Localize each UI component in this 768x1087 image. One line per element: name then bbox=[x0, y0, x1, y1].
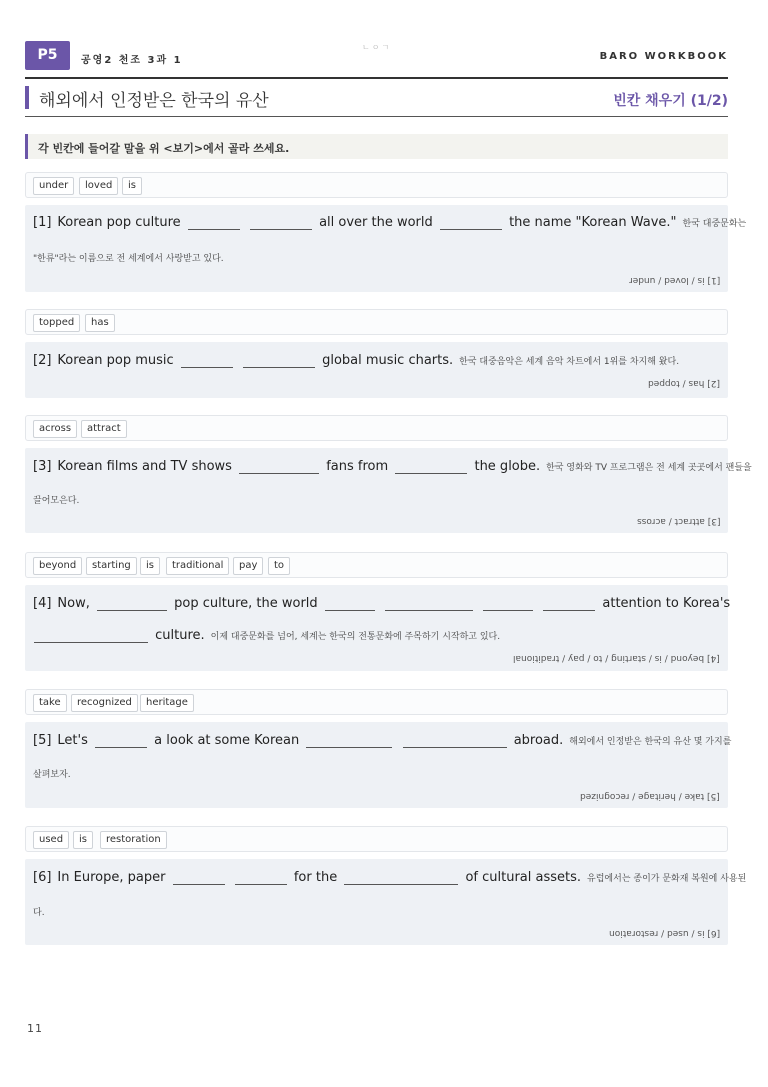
korean-translation: 한국 영화와 TV 프로그램은 전 세계 곳곳에서 팬들을 bbox=[546, 463, 752, 473]
question-number: [6] bbox=[33, 870, 52, 885]
word-chip: used bbox=[33, 831, 69, 849]
word-bank bbox=[25, 415, 728, 441]
answer-blank[interactable] bbox=[440, 215, 502, 230]
inverted-answer: [3] attract / across bbox=[636, 516, 720, 526]
question-line bbox=[33, 353, 679, 368]
question-number: [2] bbox=[33, 353, 52, 368]
word-chip: traditional bbox=[166, 557, 229, 575]
word-chip: has bbox=[85, 314, 115, 332]
page-number: 11 bbox=[27, 1022, 43, 1035]
word-chip: is bbox=[73, 831, 93, 849]
answer-blank[interactable] bbox=[95, 733, 147, 748]
question-text: pop culture, the world bbox=[174, 596, 318, 611]
word-chip: take bbox=[33, 694, 67, 712]
section-label: 빈칸 채우기 (1/2) bbox=[613, 93, 728, 109]
question-box bbox=[25, 859, 747, 945]
question-text: all over the world bbox=[319, 215, 433, 230]
answer-blank[interactable] bbox=[403, 733, 507, 748]
question-line bbox=[33, 459, 752, 474]
korean-translation: 한국 대중문화는 bbox=[682, 219, 747, 229]
answer-blank[interactable] bbox=[243, 353, 315, 368]
word-bank bbox=[25, 172, 728, 198]
word-chip: starting bbox=[86, 557, 137, 575]
korean-translation: 살펴보자. bbox=[33, 770, 71, 780]
word-chip: pay bbox=[233, 557, 263, 575]
question-box bbox=[25, 722, 732, 808]
question-text: attention to Korea's bbox=[602, 596, 731, 611]
word-chip: beyond bbox=[33, 557, 82, 575]
question-text: Korean films and TV shows bbox=[57, 459, 232, 474]
question-text: Now, bbox=[57, 596, 90, 611]
answer-blank[interactable] bbox=[306, 733, 392, 748]
inverted-answer: [2] has / topped bbox=[648, 378, 720, 388]
answer-blank[interactable] bbox=[235, 870, 287, 885]
inverted-answer: [1] is / loved / under bbox=[628, 275, 720, 285]
word-bank bbox=[25, 552, 728, 578]
question-text: Korean pop culture bbox=[57, 215, 181, 230]
word-chip: is bbox=[140, 557, 160, 575]
question-text: Let's bbox=[57, 733, 88, 748]
answer-blank[interactable] bbox=[34, 628, 148, 643]
question-number: [4] bbox=[33, 596, 52, 611]
question-text: a look at some Korean bbox=[154, 733, 300, 748]
page-badge: P5 bbox=[25, 41, 70, 70]
word-chip: under bbox=[33, 177, 74, 195]
word-chip: to bbox=[268, 557, 290, 575]
korean-translation: 다. bbox=[33, 908, 45, 918]
question-box bbox=[25, 585, 731, 671]
word-bank bbox=[25, 826, 728, 852]
question-text: of cultural assets. bbox=[465, 870, 582, 885]
question-box bbox=[25, 448, 752, 533]
korean-translation: 해외에서 인정받은 한국의 유산 몇 가지를 bbox=[569, 737, 732, 747]
answer-blank[interactable] bbox=[97, 596, 167, 611]
inverted-answer: [5] take / heritage / recognized bbox=[580, 791, 720, 801]
word-bank bbox=[25, 309, 728, 335]
question-number: [1] bbox=[33, 215, 52, 230]
question-text: abroad. bbox=[513, 733, 564, 748]
question-line bbox=[33, 596, 730, 611]
answer-blank[interactable] bbox=[385, 596, 473, 611]
question-text: the name "Korean Wave." bbox=[509, 215, 677, 230]
answer-blank[interactable] bbox=[325, 596, 375, 611]
korean-translation: 한국 대중음악은 세계 음악 차트에서 1위를 차지해 왔다. bbox=[459, 357, 680, 367]
answer-blank[interactable] bbox=[239, 459, 319, 474]
question-text: global music charts. bbox=[322, 353, 454, 368]
word-chip: heritage bbox=[140, 694, 194, 712]
word-chip: loved bbox=[79, 177, 118, 195]
question-line bbox=[33, 215, 746, 230]
instruction-box bbox=[25, 134, 728, 159]
faint-mark: ㄴㅇㄱ bbox=[362, 43, 392, 52]
answer-blank[interactable] bbox=[395, 459, 467, 474]
title-accent-bar bbox=[25, 86, 29, 109]
word-chip: across bbox=[33, 420, 77, 438]
question-text: culture. bbox=[155, 628, 205, 643]
answer-blank[interactable] bbox=[250, 215, 312, 230]
title-row bbox=[25, 84, 728, 117]
instruction-text: 각 빈칸에 들어갈 말을 위 <보기>에서 골라 쓰세요. bbox=[38, 142, 290, 155]
question-box bbox=[25, 342, 728, 398]
question-number: [5] bbox=[33, 733, 52, 748]
question-box bbox=[25, 205, 747, 292]
word-chip: attract bbox=[81, 420, 127, 438]
question-line bbox=[33, 733, 731, 748]
brand-name: BARO WORKBOOK bbox=[599, 51, 728, 62]
answer-blank[interactable] bbox=[188, 215, 240, 230]
answer-blank[interactable] bbox=[483, 596, 533, 611]
answer-blank[interactable] bbox=[181, 353, 233, 368]
answer-blank[interactable] bbox=[173, 870, 225, 885]
korean-translation: "한류"라는 이름으로 전 세계에서 사랑받고 있다. bbox=[33, 254, 224, 264]
word-chip: restoration bbox=[100, 831, 167, 849]
word-chip: recognized bbox=[71, 694, 138, 712]
answer-blank[interactable] bbox=[543, 596, 595, 611]
word-chip: topped bbox=[33, 314, 80, 332]
inverted-answer: [4] beyond / is / starting / to / pay / traditional bbox=[513, 653, 720, 663]
question-text: Korean pop music bbox=[57, 353, 174, 368]
question-text: In Europe, paper bbox=[57, 870, 166, 885]
page-title: 해외에서 인정받은 한국의 유산 bbox=[39, 91, 269, 111]
question-line bbox=[31, 628, 500, 643]
answer-blank[interactable] bbox=[344, 870, 458, 885]
question-text: for the bbox=[293, 870, 338, 885]
question-number: [3] bbox=[33, 459, 52, 474]
inverted-answer: [6] is / used / restoration bbox=[608, 928, 720, 938]
korean-translation: 이제 대중문화를 넘어, 세계는 한국의 전통문화에 주목하기 시작하고 있다. bbox=[210, 632, 501, 642]
korean-translation: 유럽에서는 종이가 문화재 복원에 사용된 bbox=[587, 874, 747, 884]
korean-translation: 끌어모은다. bbox=[33, 496, 80, 506]
question-text: fans from bbox=[326, 459, 389, 474]
word-chip: is bbox=[122, 177, 142, 195]
word-bank bbox=[25, 689, 728, 715]
lesson-subtitle: 공영2 천조 3과 1 bbox=[81, 55, 183, 66]
question-line bbox=[33, 870, 746, 885]
question-text: the globe. bbox=[474, 459, 541, 474]
